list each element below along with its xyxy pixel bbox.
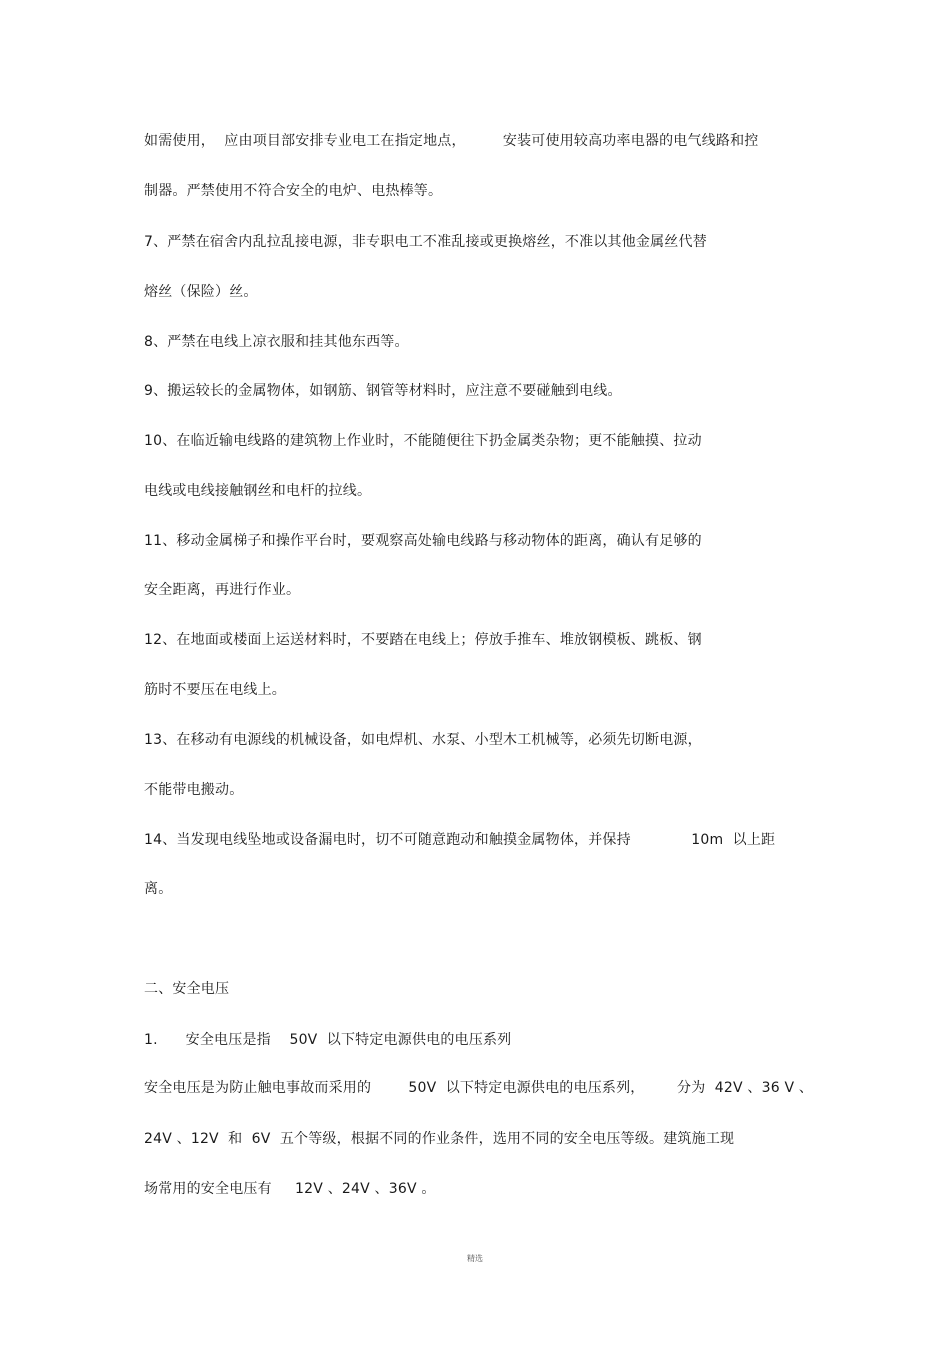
paragraph-line: 如需使用， 应由项目部安排专业电工在指定地点， 安装可使用较高功率电器的电气线路和控 [144, 133, 759, 149]
paragraph-line: 场常用的安全电压有 12V 、24V 、36V 。 [144, 1181, 436, 1197]
list-item-11: 11、移动金属梯子和操作平台时，要观察高处输电线路与移动物体的距离，确认有足够的 [144, 533, 702, 549]
list-item-7: 7、严禁在宿舍内乱拉乱接电源，非专职电工不准乱接或更换熔丝，不准以其他金属丝代替 [144, 234, 707, 250]
paragraph-line: 不能带电搬动。 [144, 782, 244, 798]
list-item-8: 8、严禁在电线上凉衣服和挂其他东西等。 [144, 334, 409, 350]
paragraph-line: 筋时不要压在电线上。 [144, 682, 286, 698]
paragraph-line: 电线或电线接触钢丝和电杆的拉线。 [144, 483, 372, 499]
paragraph-line: 24V 、12V 和 6V 五个等级，根据不同的作业条件，选用不同的安全电压等级。建筑施工现 [144, 1131, 735, 1147]
paragraph-line: 离。 [144, 881, 173, 897]
numbered-heading: 1. 安全电压是指 50V 以下特定电源供电的电压系列 [144, 1032, 512, 1048]
section-heading: 二、安全电压 [144, 981, 230, 997]
list-item-12: 12、在地面或楼面上运送材料时，不要踏在电线上；停放手推车、堆放钢模板、跳板、钢 [144, 632, 702, 648]
paragraph-line: 安全电压是为防止触电事故而采用的 50V 以下特定电源供电的电压系列， 分为 42V 、36 V 、 [144, 1080, 814, 1096]
paragraph-line: 制器。严禁使用不符合安全的电炉、电热棒等。 [144, 183, 443, 199]
list-item-13: 13、在移动有电源线的机械设备，如电焊机、水泵、小型木工机械等，必须先切断电源， [144, 732, 702, 748]
page-footer: 精选 [467, 1254, 483, 1263]
paragraph-line: 熔丝（保险）丝。 [144, 284, 258, 300]
list-item-14: 14、当发现电线坠地或设备漏电时，切不可随意跑动和触摸金属物体，并保持 10m 以上距 [144, 832, 776, 848]
list-item-10: 10、在临近输电线路的建筑物上作业时，不能随便往下扔金属类杂物；更不能触摸、拉动 [144, 433, 702, 449]
paragraph-line: 安全距离，再进行作业。 [144, 582, 301, 598]
list-item-9: 9、搬运较长的金属物体，如钢筋、钢管等材料时，应注意不要碰触到电线。 [144, 383, 622, 399]
